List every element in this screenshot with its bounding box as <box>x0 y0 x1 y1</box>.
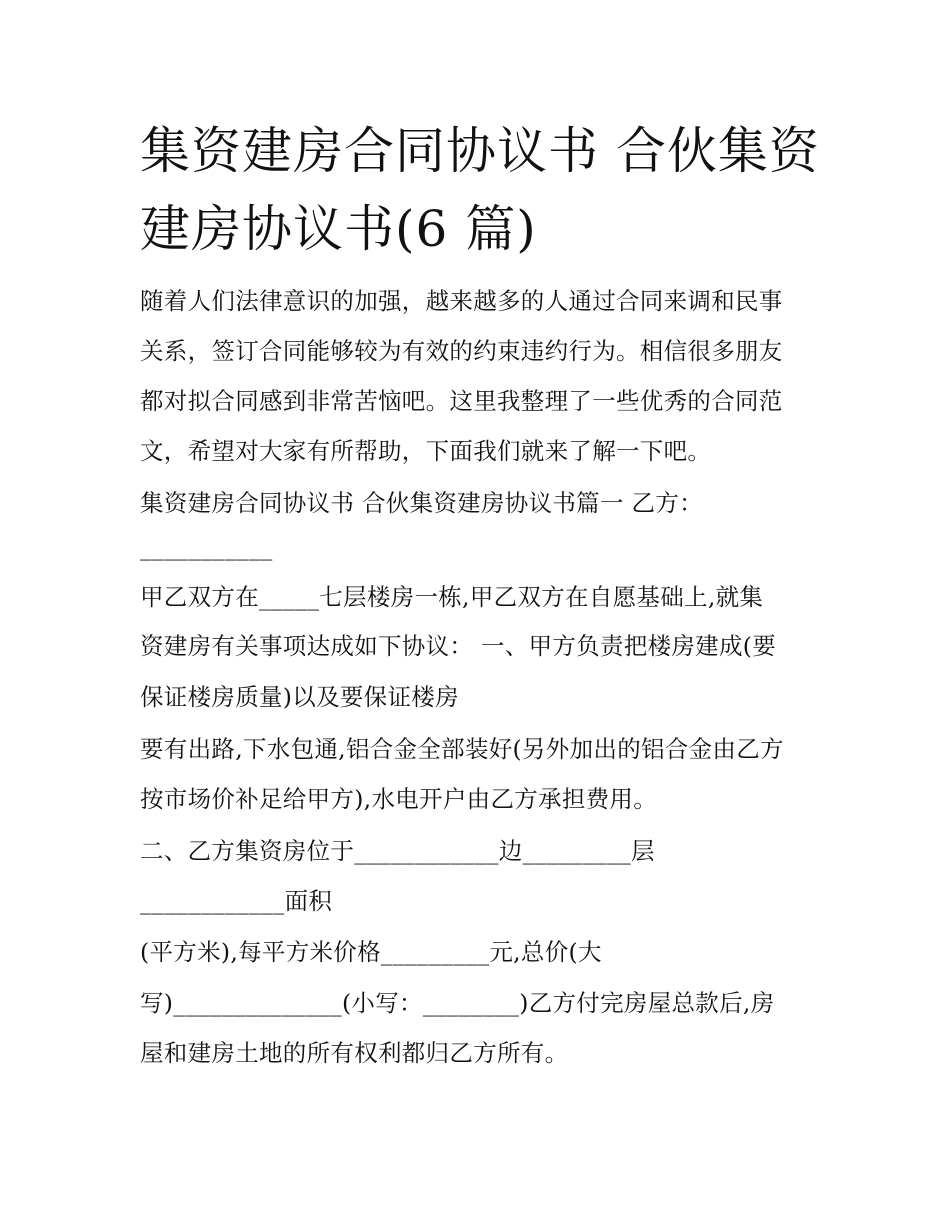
body-line: 要有出路,下水包通,铝合金全部装好(另外加出的铝合金由乙方 <box>140 735 784 763</box>
body-line: 都对拟合同感到非常苦恼吧。这里我整理了一些优秀的合同范 <box>140 387 783 415</box>
body-line: 资建房有关事项达成如下协议： 一、甲方负责把楼房建成(要 <box>140 632 777 660</box>
document-title <box>140 112 830 268</box>
body-line: 二、乙方集资房位于____________边_________层 <box>140 837 655 865</box>
title-line: 集资建房合同协议书 合伙集资 <box>140 122 820 180</box>
body-line: 屋和建房土地的所有权利都归乙方所有。 <box>140 1039 569 1067</box>
body-line: 按市场价补足给甲方),水电开户由乙方承担费用。 <box>140 785 658 813</box>
body-line: (平方米),每平方米价格_________元,总价(大 <box>140 938 602 966</box>
signature-blank: ___________ <box>140 533 273 561</box>
body-line: 写)______________(小写：________)乙方付完房屋总款后,房 <box>140 989 775 1017</box>
body-line: 文，希望对大家有所帮助，下面我们就来了解一下吧。 <box>140 437 712 465</box>
body-line: 集资建房合同协议书 合伙集资建房协议书篇一 乙方： <box>140 489 703 517</box>
body-line: 关系，签订合同能够较为有效的约束违约行为。相信很多朋友 <box>140 337 783 365</box>
body-line: ____________面积 <box>140 887 333 915</box>
body-line: 甲乙双方在_____七层楼房一栋,甲乙双方在自愿基础上,就集 <box>140 583 764 611</box>
title-line: 建房协议书(6 篇) <box>140 200 537 258</box>
body-line: 随着人们法律意识的加强，越来越多的人通过合同来调和民事 <box>140 287 783 315</box>
body-line: 保证楼房质量)以及要保证楼房 <box>140 683 459 711</box>
